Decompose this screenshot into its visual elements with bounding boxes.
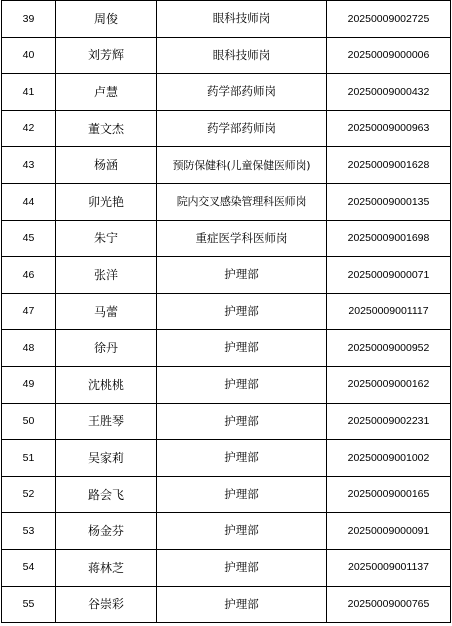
- row-index-cell: 48: [2, 330, 56, 367]
- row-index-cell: 54: [2, 549, 56, 586]
- row-index-cell: 53: [2, 513, 56, 550]
- table-row: [2, 1, 451, 38]
- id-number-cell: 20250009001698: [327, 220, 451, 257]
- row-index-cell: 41: [2, 74, 56, 111]
- name-cell: 马蕾: [56, 293, 157, 330]
- table-row: [2, 147, 451, 184]
- department-cell: 重症医学科医师岗: [157, 220, 327, 257]
- department-cell: 护理部: [157, 476, 327, 513]
- id-number-cell: 20250009002725: [327, 1, 451, 38]
- id-number-cell: 20250009000952: [327, 330, 451, 367]
- name-cell: 周俊: [56, 1, 157, 38]
- name-cell: 卯光艳: [56, 183, 157, 220]
- table-row: [2, 549, 451, 586]
- department-cell: 护理部: [157, 257, 327, 294]
- id-number-cell: 20250009000006: [327, 37, 451, 74]
- row-index-cell: 39: [2, 1, 56, 38]
- row-index-cell: 55: [2, 586, 56, 623]
- id-number-cell: 20250009002231: [327, 403, 451, 440]
- department-cell: 护理部: [157, 330, 327, 367]
- row-index-cell: 40: [2, 37, 56, 74]
- department-cell: 眼科技师岗: [157, 37, 327, 74]
- id-number-cell: 20250009000091: [327, 513, 451, 550]
- department-cell: 护理部: [157, 513, 327, 550]
- table-row: [2, 330, 451, 367]
- name-cell: 徐丹: [56, 330, 157, 367]
- department-cell: 护理部: [157, 293, 327, 330]
- table-row: [2, 440, 451, 477]
- row-index-cell: 46: [2, 257, 56, 294]
- row-index-cell: 42: [2, 110, 56, 147]
- row-index-cell: 43: [2, 147, 56, 184]
- name-cell: 王胜琴: [56, 403, 157, 440]
- row-index-cell: 47: [2, 293, 56, 330]
- roster-table: [1, 0, 451, 623]
- table-row: [2, 183, 451, 220]
- name-cell: 蒋林芝: [56, 549, 157, 586]
- table-row: [2, 257, 451, 294]
- department-cell: 护理部: [157, 366, 327, 403]
- name-cell: 谷崇彩: [56, 586, 157, 623]
- name-cell: 沈桃桃: [56, 366, 157, 403]
- name-cell: 卢慧: [56, 74, 157, 111]
- roster-table-body: [2, 1, 451, 623]
- table-row: [2, 366, 451, 403]
- id-number-cell: 20250009000162: [327, 366, 451, 403]
- name-cell: 路会飞: [56, 476, 157, 513]
- row-index-cell: 44: [2, 183, 56, 220]
- row-index-cell: 50: [2, 403, 56, 440]
- table-row: [2, 513, 451, 550]
- table-row: [2, 476, 451, 513]
- name-cell: 吴家莉: [56, 440, 157, 477]
- id-number-cell: 20250009000165: [327, 476, 451, 513]
- id-number-cell: 20250009001117: [327, 293, 451, 330]
- id-number-cell: 20250009000765: [327, 586, 451, 623]
- name-cell: 董文杰: [56, 110, 157, 147]
- table-row: [2, 37, 451, 74]
- row-index-cell: 52: [2, 476, 56, 513]
- row-index-cell: 51: [2, 440, 56, 477]
- name-cell: 朱宁: [56, 220, 157, 257]
- department-cell: 护理部: [157, 586, 327, 623]
- table-row: [2, 74, 451, 111]
- id-number-cell: 20250009001002: [327, 440, 451, 477]
- department-cell: 护理部: [157, 403, 327, 440]
- department-cell: 院内交叉感染管理科医师岗: [157, 183, 327, 220]
- id-number-cell: 20250009001137: [327, 549, 451, 586]
- row-index-cell: 45: [2, 220, 56, 257]
- id-number-cell: 20250009000963: [327, 110, 451, 147]
- table-row: [2, 403, 451, 440]
- table-row: [2, 586, 451, 623]
- department-cell: 药学部药师岗: [157, 110, 327, 147]
- name-cell: 张洋: [56, 257, 157, 294]
- table-row: [2, 293, 451, 330]
- name-cell: 杨涵: [56, 147, 157, 184]
- table-row: [2, 220, 451, 257]
- id-number-cell: 20250009000071: [327, 257, 451, 294]
- department-cell: 护理部: [157, 549, 327, 586]
- id-number-cell: 20250009000135: [327, 183, 451, 220]
- row-index-cell: 49: [2, 366, 56, 403]
- name-cell: 杨金芬: [56, 513, 157, 550]
- department-cell: 药学部药师岗: [157, 74, 327, 111]
- table-row: [2, 110, 451, 147]
- id-number-cell: 20250009001628: [327, 147, 451, 184]
- department-cell: 眼科技师岗: [157, 1, 327, 38]
- id-number-cell: 20250009000432: [327, 74, 451, 111]
- name-cell: 刘芳辉: [56, 37, 157, 74]
- department-cell: 预防保健科(儿童保健医师岗): [157, 147, 327, 184]
- department-cell: 护理部: [157, 440, 327, 477]
